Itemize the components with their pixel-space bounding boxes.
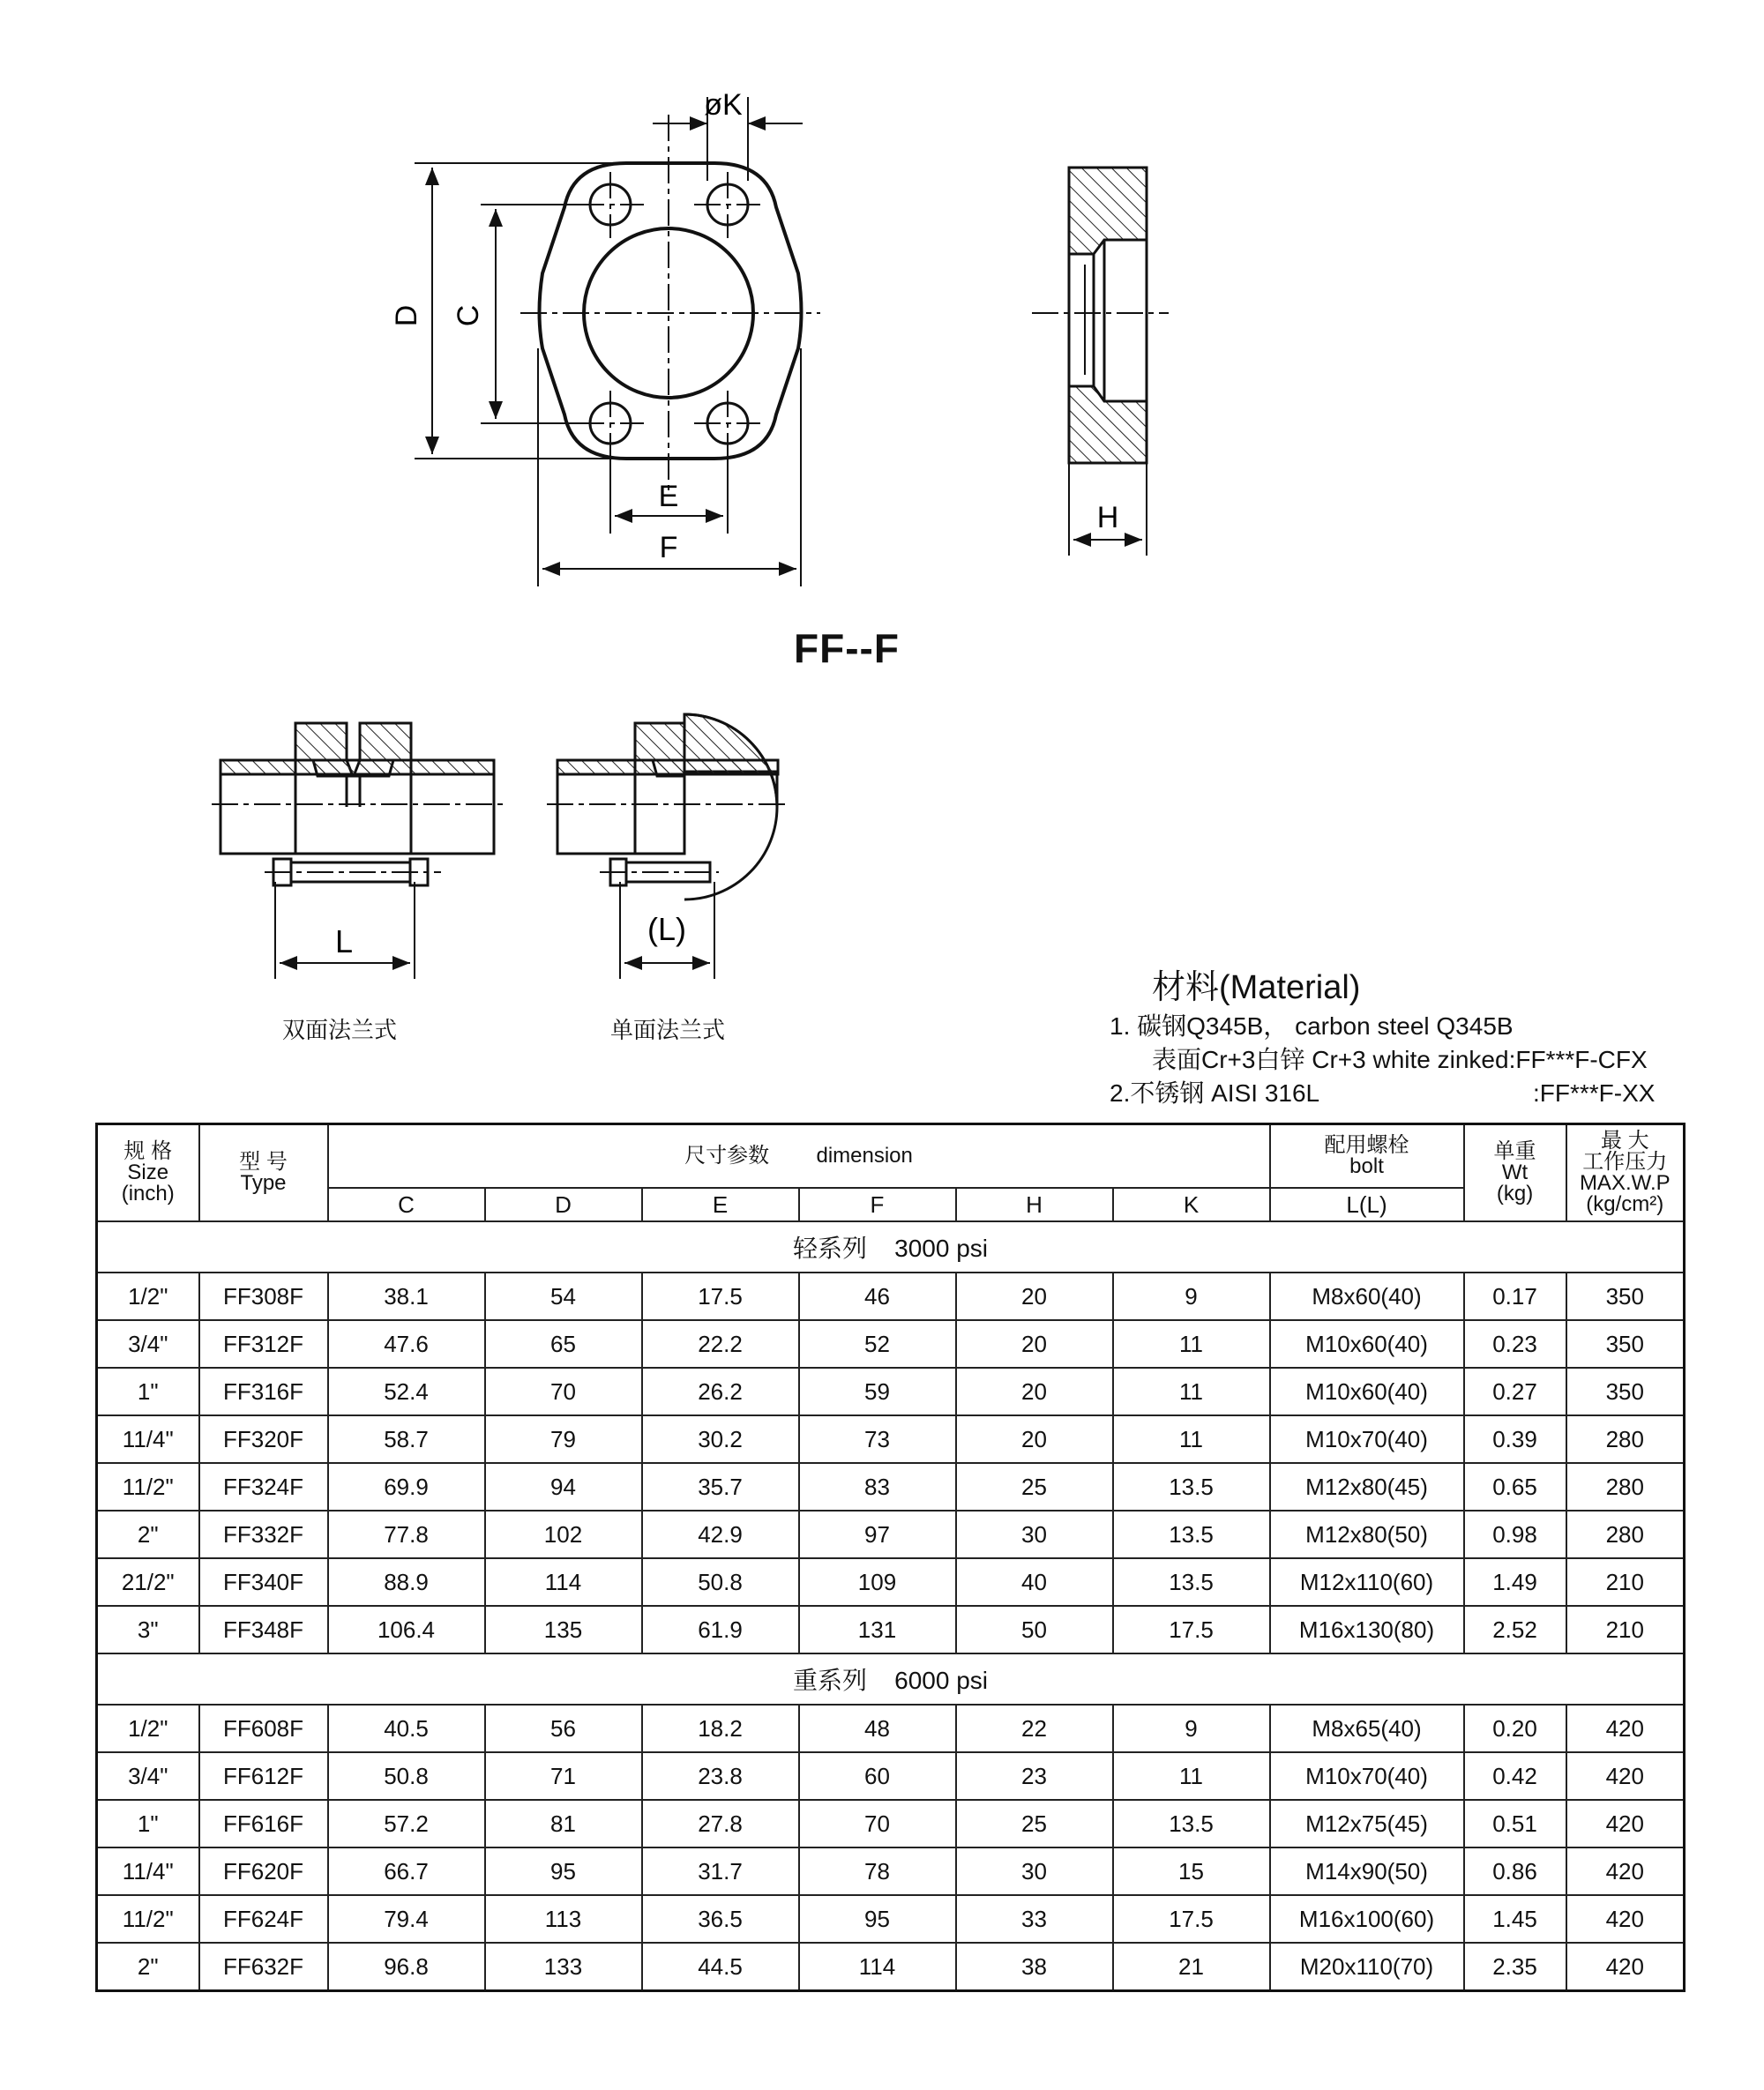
flange-drawing: [0, 0, 1764, 1005]
table-cell: 9: [1113, 1705, 1270, 1752]
table-row: [97, 1368, 1685, 1415]
table-cell: 25: [956, 1800, 1113, 1847]
table-cell: 94: [485, 1463, 642, 1511]
table-cell: 56: [485, 1705, 642, 1752]
table-cell: 11/2": [97, 1463, 199, 1511]
table-cell: 48: [799, 1705, 956, 1752]
table-cell: 70: [485, 1368, 642, 1415]
material-line-3-left: 2.不锈钢 AISI 316L: [1110, 1079, 1320, 1107]
table-cell: 0.98: [1464, 1511, 1566, 1558]
table-cell: 0.39: [1464, 1415, 1566, 1463]
table-cell: 50.8: [642, 1558, 799, 1606]
table-cell: FF620F: [199, 1847, 328, 1895]
section-title: 重系列 6000 psi: [97, 1653, 1685, 1705]
table-cell: 20: [956, 1273, 1113, 1320]
table-cell: 95: [799, 1895, 956, 1943]
material-line-2: 表面Cr+3白锌 Cr+3 white zinked:FF***F-CFX: [1152, 1046, 1648, 1073]
table-cell: 11: [1113, 1752, 1270, 1800]
table-cell: 350: [1566, 1320, 1685, 1368]
table-cell: M8x60(40): [1270, 1273, 1464, 1320]
table-cell: 97: [799, 1511, 956, 1558]
section-title: 轻系列 3000 psi: [97, 1221, 1685, 1273]
table-cell: M10x70(40): [1270, 1752, 1464, 1800]
table-cell: FF324F: [199, 1463, 328, 1511]
table-cell: 15: [1113, 1847, 1270, 1895]
table-row: [97, 1895, 1685, 1943]
dim-label-c: C: [452, 304, 485, 327]
table-cell: 0.17: [1464, 1273, 1566, 1320]
table-cell: 44.5: [642, 1943, 799, 1991]
table-cell: 83: [799, 1463, 956, 1511]
table-cell: 22.2: [642, 1320, 799, 1368]
table-cell: 35.7: [642, 1463, 799, 1511]
table-cell: 17.5: [1113, 1895, 1270, 1943]
table-cell: 210: [1566, 1606, 1685, 1653]
table-row: [97, 1415, 1685, 1463]
table-cell: 36.5: [642, 1895, 799, 1943]
header-col-f: F: [799, 1188, 956, 1221]
table-cell: 0.23: [1464, 1320, 1566, 1368]
table-cell: 11: [1113, 1415, 1270, 1463]
table-cell: 11/4": [97, 1415, 199, 1463]
section-row: [97, 1653, 1685, 1705]
table-row: [97, 1511, 1685, 1558]
table-cell: M8x65(40): [1270, 1705, 1464, 1752]
table-cell: 420: [1566, 1943, 1685, 1991]
header-max-pressure: 最 大 工作压力 MAX.W.P (kg/cm²): [1566, 1124, 1685, 1222]
double-flange-assembly: [212, 723, 503, 979]
table-cell: FF308F: [199, 1273, 328, 1320]
material-line-3: [1110, 1077, 1745, 1110]
dim-label-l-paren: (L): [647, 911, 686, 947]
table-cell: 46: [799, 1273, 956, 1320]
section-row: [97, 1221, 1685, 1273]
front-dimensions: [415, 97, 803, 586]
table-cell: 420: [1566, 1895, 1685, 1943]
table-cell: 9: [1113, 1273, 1270, 1320]
table-cell: 113: [485, 1895, 642, 1943]
table-cell: 26.2: [642, 1368, 799, 1415]
table-cell: 81: [485, 1800, 642, 1847]
table-cell: 0.51: [1464, 1800, 1566, 1847]
caption-double-flange: 双面法兰式: [282, 1018, 398, 1044]
table-cell: FF348F: [199, 1606, 328, 1653]
table-cell: 65: [485, 1320, 642, 1368]
table-cell: 280: [1566, 1415, 1685, 1463]
table-cell: 30: [956, 1847, 1113, 1895]
dim-label-h: H: [1096, 501, 1119, 534]
table-cell: FF612F: [199, 1752, 328, 1800]
table-cell: 57.2: [328, 1800, 485, 1847]
table-cell: FF624F: [199, 1895, 328, 1943]
dim-label-e: E: [658, 480, 679, 513]
table-cell: 23.8: [642, 1752, 799, 1800]
table-cell: 109: [799, 1558, 956, 1606]
table-cell: 1/2": [97, 1705, 199, 1752]
dim-label-d: D: [390, 304, 423, 327]
table-cell: M10x60(40): [1270, 1320, 1464, 1368]
table-cell: M16x130(80): [1270, 1606, 1464, 1653]
table-cell: 70: [799, 1800, 956, 1847]
table-cell: 31.7: [642, 1847, 799, 1895]
table-cell: 88.9: [328, 1558, 485, 1606]
table-cell: 135: [485, 1606, 642, 1653]
table-cell: 54: [485, 1273, 642, 1320]
table-cell: FF632F: [199, 1943, 328, 1991]
table-cell: 11/2": [97, 1895, 199, 1943]
header-col-e: E: [642, 1188, 799, 1221]
table-cell: 1": [97, 1368, 199, 1415]
table-cell: 20: [956, 1368, 1113, 1415]
table-cell: 42.9: [642, 1511, 799, 1558]
table-cell: M10x70(40): [1270, 1415, 1464, 1463]
table-cell: 0.20: [1464, 1705, 1566, 1752]
table-cell: 38: [956, 1943, 1113, 1991]
header-col-d: D: [485, 1188, 642, 1221]
table-cell: 280: [1566, 1463, 1685, 1511]
table-cell: 77.8: [328, 1511, 485, 1558]
table-cell: 69.9: [328, 1463, 485, 1511]
table-cell: 50: [956, 1606, 1113, 1653]
table-cell: 420: [1566, 1800, 1685, 1847]
table-cell: 50.8: [328, 1752, 485, 1800]
caption-single-flange: 单面法兰式: [610, 1018, 726, 1044]
table-row: [97, 1943, 1685, 1991]
table-cell: 11: [1113, 1320, 1270, 1368]
table-row: [97, 1752, 1685, 1800]
table-cell: 2": [97, 1511, 199, 1558]
table-row: [97, 1320, 1685, 1368]
table-cell: M14x90(50): [1270, 1847, 1464, 1895]
table-cell: 33: [956, 1895, 1113, 1943]
table-row: [97, 1847, 1685, 1895]
table-cell: 0.42: [1464, 1752, 1566, 1800]
table-cell: 131: [799, 1606, 956, 1653]
table-cell: 13.5: [1113, 1558, 1270, 1606]
table-cell: 3/4": [97, 1752, 199, 1800]
table-cell: 13.5: [1113, 1800, 1270, 1847]
table-cell: 61.9: [642, 1606, 799, 1653]
material-block: [1110, 966, 1745, 1110]
table-cell: FF332F: [199, 1511, 328, 1558]
spec-table-body: [97, 1221, 1685, 1991]
table-cell: 47.6: [328, 1320, 485, 1368]
table-cell: 40: [956, 1558, 1113, 1606]
material-heading: 材料(Material): [1152, 969, 1361, 1006]
table-cell: 11/4": [97, 1847, 199, 1895]
table-cell: 102: [485, 1511, 642, 1558]
table-cell: 25: [956, 1463, 1113, 1511]
header-row-1: [97, 1124, 1685, 1189]
table-cell: 20: [956, 1415, 1113, 1463]
table-cell: M20x110(70): [1270, 1943, 1464, 1991]
header-size: 规 格 Size (inch): [97, 1124, 199, 1222]
table-cell: 420: [1566, 1705, 1685, 1752]
table-cell: 40.5: [328, 1705, 485, 1752]
table-row: [97, 1273, 1685, 1320]
table-cell: 60: [799, 1752, 956, 1800]
table-cell: 73: [799, 1415, 956, 1463]
table-cell: 96.8: [328, 1943, 485, 1991]
table-cell: 23: [956, 1752, 1113, 1800]
table-cell: M16x100(60): [1270, 1895, 1464, 1943]
table-cell: 2": [97, 1943, 199, 1991]
table-cell: 0.27: [1464, 1368, 1566, 1415]
material-line-1: 1. 碳钢Q345B， carbon steel Q345B: [1110, 1012, 1514, 1040]
table-cell: M12x110(60): [1270, 1558, 1464, 1606]
table-cell: 350: [1566, 1273, 1685, 1320]
table-cell: M12x75(45): [1270, 1800, 1464, 1847]
header-dimension: 尺寸参数 dimension: [328, 1124, 1270, 1189]
table-cell: 13.5: [1113, 1463, 1270, 1511]
table-cell: 21: [1113, 1943, 1270, 1991]
table-cell: 30.2: [642, 1415, 799, 1463]
table-row: [97, 1558, 1685, 1606]
table-cell: 420: [1566, 1847, 1685, 1895]
table-cell: 95: [485, 1847, 642, 1895]
table-cell: 52: [799, 1320, 956, 1368]
table-cell: 1.49: [1464, 1558, 1566, 1606]
table-cell: 106.4: [328, 1606, 485, 1653]
table-cell: FF608F: [199, 1705, 328, 1752]
table-row: [97, 1606, 1685, 1653]
header-row-2: [97, 1188, 1685, 1221]
drawing-title: FF--F: [794, 625, 900, 671]
table-row: [97, 1463, 1685, 1511]
table-cell: 0.65: [1464, 1463, 1566, 1511]
header-bolt: 配用螺栓 bolt: [1270, 1124, 1464, 1189]
table-cell: FF316F: [199, 1368, 328, 1415]
table-cell: 71: [485, 1752, 642, 1800]
table-cell: 66.7: [328, 1847, 485, 1895]
table-cell: 20: [956, 1320, 1113, 1368]
table-cell: FF320F: [199, 1415, 328, 1463]
table-cell: 17.5: [1113, 1606, 1270, 1653]
material-line-3-right: :FF***F-XX: [1533, 1079, 1656, 1107]
front-view: [520, 115, 820, 494]
table-row: [97, 1800, 1685, 1847]
table-cell: 1/2": [97, 1273, 199, 1320]
table-cell: 280: [1566, 1511, 1685, 1558]
table-row: [97, 1705, 1685, 1752]
header-col-k: K: [1113, 1188, 1270, 1221]
dim-label-k: øK: [704, 88, 743, 122]
table-cell: 11: [1113, 1368, 1270, 1415]
table-cell: 22: [956, 1705, 1113, 1752]
header-col-l: L(L): [1270, 1188, 1464, 1221]
side-view: [1032, 168, 1169, 556]
table-cell: 350: [1566, 1368, 1685, 1415]
table-cell: 1": [97, 1800, 199, 1847]
table-cell: 59: [799, 1368, 956, 1415]
table-cell: 27.8: [642, 1800, 799, 1847]
table-cell: 58.7: [328, 1415, 485, 1463]
table-cell: 2.52: [1464, 1606, 1566, 1653]
table-cell: 30: [956, 1511, 1113, 1558]
table-cell: 210: [1566, 1558, 1685, 1606]
table-cell: 1.45: [1464, 1895, 1566, 1943]
table-cell: 133: [485, 1943, 642, 1991]
table-cell: 0.86: [1464, 1847, 1566, 1895]
table-cell: M10x60(40): [1270, 1368, 1464, 1415]
dim-label-f: F: [659, 531, 678, 564]
header-type: 型 号 Type: [199, 1124, 328, 1222]
table-cell: FF616F: [199, 1800, 328, 1847]
table-cell: 114: [485, 1558, 642, 1606]
table-cell: 17.5: [642, 1273, 799, 1320]
table-cell: 114: [799, 1943, 956, 1991]
table-cell: 3": [97, 1606, 199, 1653]
table-cell: M12x80(50): [1270, 1511, 1464, 1558]
table-cell: 3/4": [97, 1320, 199, 1368]
table-cell: 2.35: [1464, 1943, 1566, 1991]
header-col-c: C: [328, 1188, 485, 1221]
header-col-h: H: [956, 1188, 1113, 1221]
table-cell: 420: [1566, 1752, 1685, 1800]
table-cell: M12x80(45): [1270, 1463, 1464, 1511]
table-cell: 18.2: [642, 1705, 799, 1752]
table-cell: 21/2": [97, 1558, 199, 1606]
table-cell: FF312F: [199, 1320, 328, 1368]
table-cell: FF340F: [199, 1558, 328, 1606]
table-cell: 52.4: [328, 1368, 485, 1415]
table-cell: 78: [799, 1847, 956, 1895]
spec-table: [95, 1123, 1686, 1992]
table-cell: 79.4: [328, 1895, 485, 1943]
header-weight: 单重 Wt (kg): [1464, 1124, 1566, 1222]
table-cell: 38.1: [328, 1273, 485, 1320]
table-cell: 79: [485, 1415, 642, 1463]
table-cell: 13.5: [1113, 1511, 1270, 1558]
dim-label-l: L: [334, 923, 354, 959]
